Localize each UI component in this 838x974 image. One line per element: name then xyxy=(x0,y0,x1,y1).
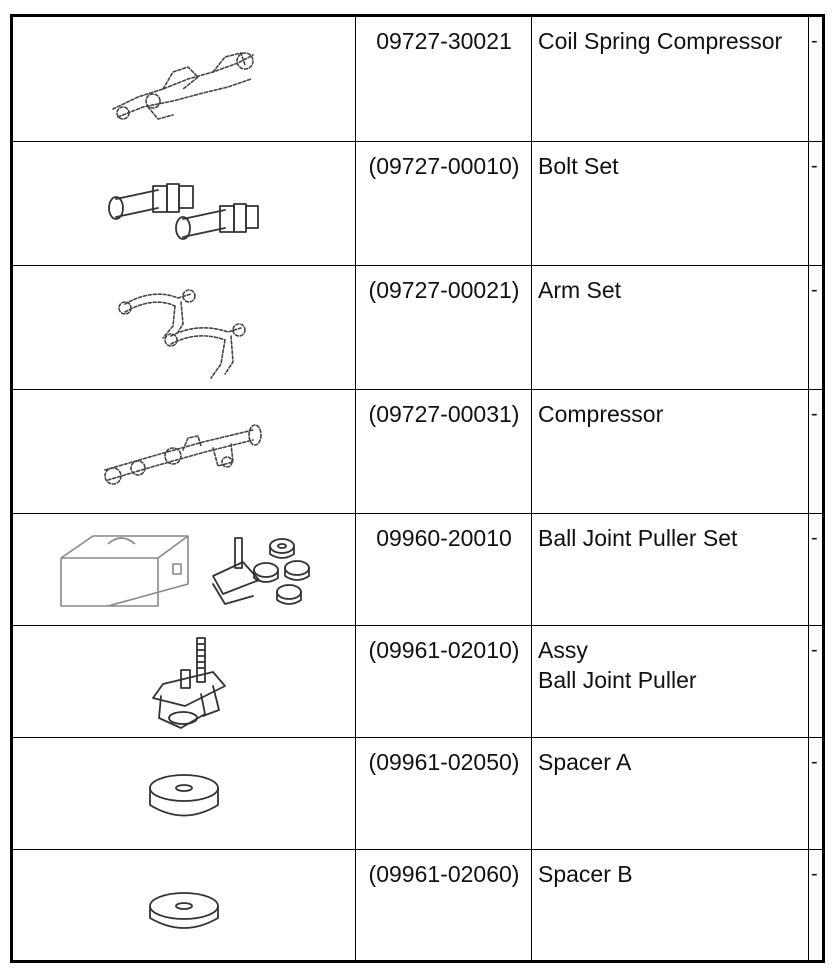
table-row xyxy=(13,626,822,738)
part-number: 09960-20010 xyxy=(376,525,512,551)
part-number-cell xyxy=(356,514,532,625)
table-row xyxy=(13,850,822,960)
part-number: (09727-00021) xyxy=(368,277,520,303)
note: - xyxy=(811,863,818,885)
illustration-cell xyxy=(13,626,356,737)
part-number: (09727-00031) xyxy=(368,401,520,427)
part-number-cell xyxy=(356,626,532,737)
note: - xyxy=(811,279,818,301)
part-name: Arm Set xyxy=(538,277,622,303)
note-cell xyxy=(809,17,822,141)
coil-spring-compressor-icon xyxy=(13,17,356,142)
part-number: (09961-02050) xyxy=(368,749,520,775)
note-cell xyxy=(809,738,822,849)
part-number-cell xyxy=(356,266,532,389)
illustration-cell xyxy=(13,738,356,849)
note-cell xyxy=(809,142,822,265)
part-number: 09727-30021 xyxy=(376,28,512,54)
note: - xyxy=(811,30,818,52)
part-number-cell xyxy=(356,738,532,849)
part-name-cell xyxy=(532,17,809,141)
part-name: Assy xyxy=(538,637,588,663)
note: - xyxy=(811,639,818,661)
note: - xyxy=(811,527,818,549)
illustration-cell xyxy=(13,142,356,265)
ball-joint-puller-icon xyxy=(13,626,356,738)
table-row xyxy=(13,266,822,390)
special-tools-table xyxy=(10,14,825,963)
part-name-cell xyxy=(532,738,809,849)
part-name: Ball Joint Puller Set xyxy=(538,525,738,551)
table-row xyxy=(13,738,822,850)
part-name-cell xyxy=(532,626,809,737)
bolt-set-icon xyxy=(13,142,356,266)
table-row xyxy=(13,390,822,514)
illustration-cell xyxy=(13,514,356,625)
table-row xyxy=(13,17,822,142)
note: - xyxy=(811,403,818,425)
part-name: Bolt Set xyxy=(538,153,619,179)
illustration-cell xyxy=(13,266,356,389)
part-number-cell xyxy=(356,142,532,265)
table-row xyxy=(13,142,822,266)
arm-set-icon xyxy=(13,266,356,390)
part-name: Compressor xyxy=(538,401,664,427)
spacer-a-icon xyxy=(13,738,356,850)
part-number-cell xyxy=(356,850,532,960)
part-name-cell xyxy=(532,390,809,513)
part-name: Spacer B xyxy=(538,861,633,887)
part-name-cell xyxy=(532,514,809,625)
note: - xyxy=(811,155,818,177)
note-cell xyxy=(809,266,822,389)
illustration-cell xyxy=(13,850,356,960)
part-name-cell xyxy=(532,266,809,389)
note-cell xyxy=(809,626,822,737)
note-cell xyxy=(809,514,822,625)
compressor-icon xyxy=(13,390,356,514)
illustration-cell xyxy=(13,17,356,141)
ball-joint-puller-set-icon xyxy=(13,514,356,626)
note: - xyxy=(811,751,818,773)
part-name: Coil Spring Compressor xyxy=(538,28,783,54)
part-number: (09961-02060) xyxy=(368,861,520,887)
illustration-cell xyxy=(13,390,356,513)
note-cell xyxy=(809,850,822,960)
part-name-line2: Ball Joint Puller xyxy=(538,667,697,693)
part-number: (09727-00010) xyxy=(368,153,520,179)
part-number: (09961-02010) xyxy=(368,637,520,663)
note-cell xyxy=(809,390,822,513)
part-name: Spacer A xyxy=(538,749,632,775)
part-number-cell xyxy=(356,390,532,513)
part-number-cell xyxy=(356,17,532,141)
spacer-b-icon xyxy=(13,850,356,960)
table-row xyxy=(13,514,822,626)
part-name-cell xyxy=(532,142,809,265)
part-name-cell xyxy=(532,850,809,960)
